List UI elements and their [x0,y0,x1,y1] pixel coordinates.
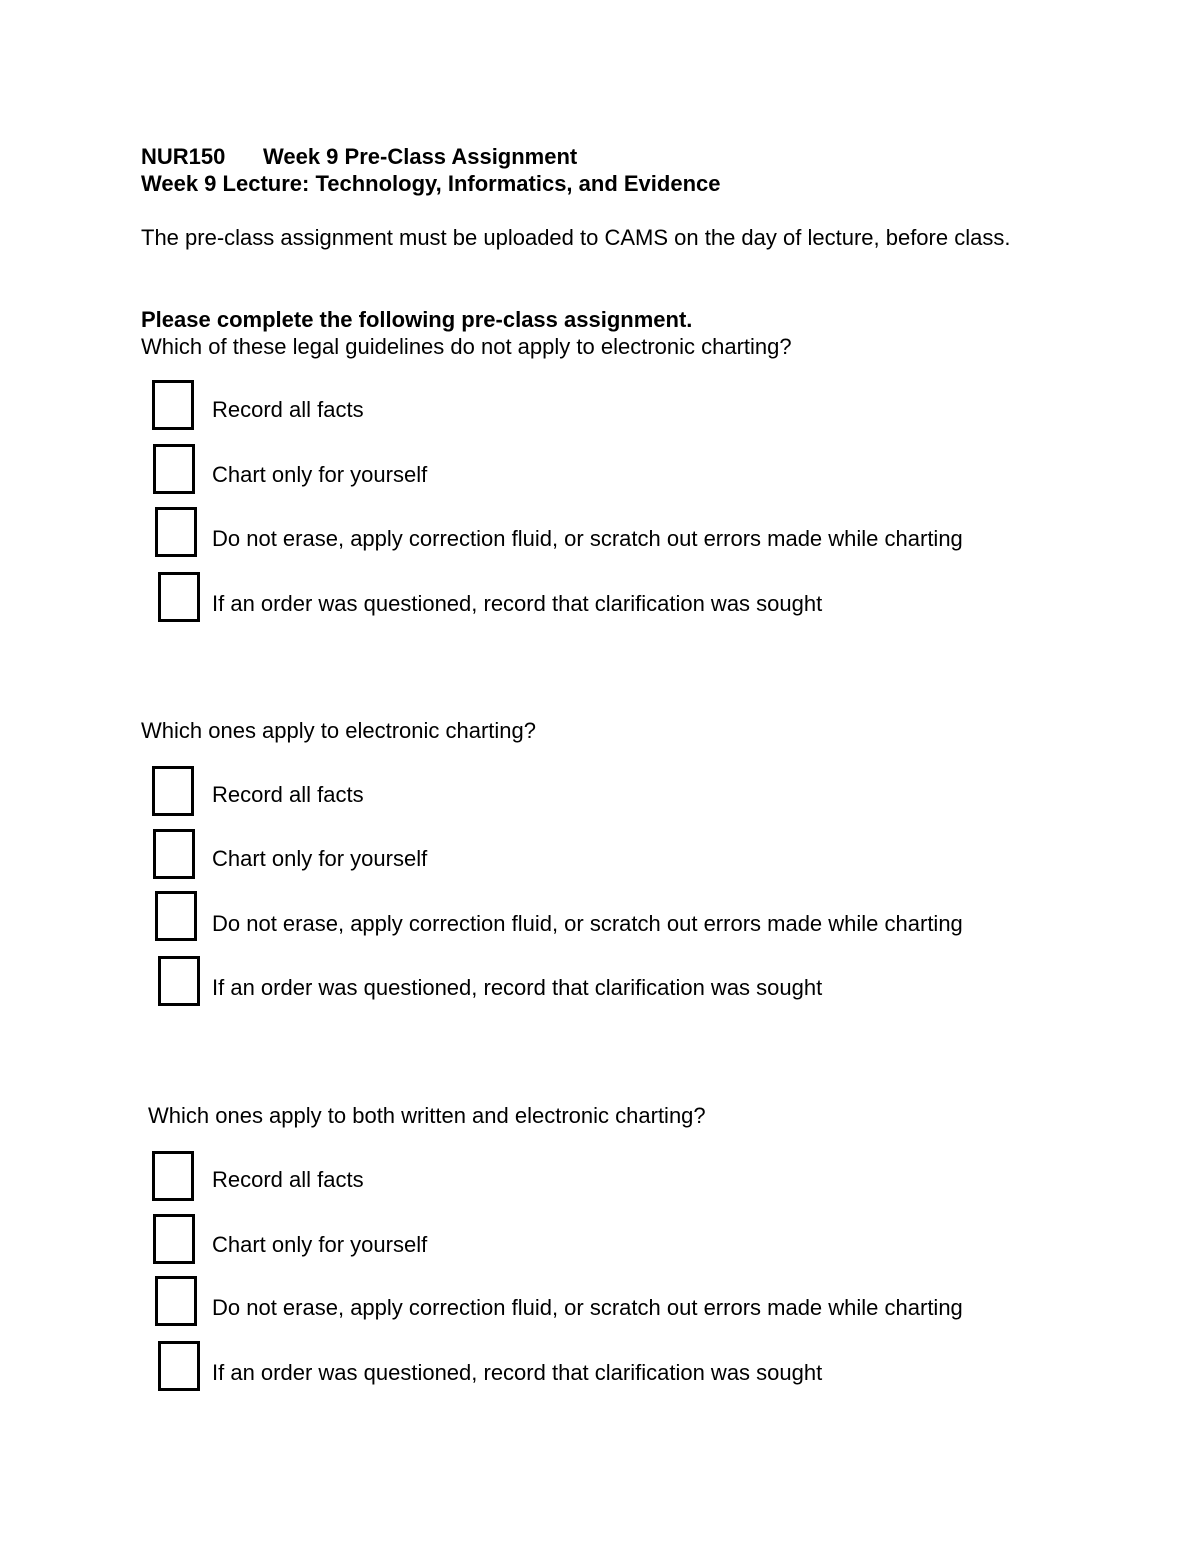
question-3-text: Which ones apply to both written and electronic charting? [148,1103,706,1128]
q3-option-2-label: Chart only for yourself [212,1232,428,1257]
q2-option-1-label: Record all facts [212,782,364,807]
q1-option-3-checkbox[interactable] [155,507,197,557]
course-code: NUR150 [141,144,226,169]
instructions-text: The pre-class assignment must be uploaded to CAMS on the day of lecture, before class. [141,225,1011,250]
q2-option-2-label: Chart only for yourself [212,846,428,871]
q1-option-4-label: If an order was questioned, record that clarification was sought [212,591,823,616]
q1-option-4-checkbox[interactable] [158,572,200,622]
lecture-title: Week 9 Lecture: Technology, Informatics, and Evidence [141,171,721,196]
q2-option-3-label: Do not erase, apply correction fluid, or scratch out errors made while charting [212,911,963,936]
q1-option-2-label: Chart only for yourself [212,462,428,487]
q3-option-2-checkbox[interactable] [153,1214,195,1264]
q2-option-4-label: If an order was questioned, record that clarification was sought [212,975,823,1000]
q3-option-4-label: If an order was questioned, record that clarification was sought [212,1360,823,1385]
q3-option-3-label: Do not erase, apply correction fluid, or scratch out errors made while charting [212,1295,963,1320]
assignment-prompt: Please complete the following pre-class assignment. [141,307,693,332]
q2-option-4-checkbox[interactable] [158,956,200,1006]
assignment-title: Week 9 Pre-Class Assignment [263,144,578,169]
q1-option-3-label: Do not erase, apply correction fluid, or scratch out errors made while charting [212,526,963,551]
question-2-text: Which ones apply to electronic charting? [141,718,536,743]
q1-option-2-checkbox[interactable] [153,444,195,494]
q2-option-3-checkbox[interactable] [155,891,197,941]
q1-option-1-checkbox[interactable] [152,380,194,430]
q1-option-1-label: Record all facts [212,397,364,422]
q3-option-1-checkbox[interactable] [152,1151,194,1201]
q3-option-4-checkbox[interactable] [158,1341,200,1391]
q2-option-1-checkbox[interactable] [152,766,194,816]
course-heading [141,143,577,170]
q3-option-1-label: Record all facts [212,1167,364,1192]
q3-option-3-checkbox[interactable] [155,1276,197,1326]
question-1-text: Which of these legal guidelines do not apply to electronic charting? [141,334,792,359]
q2-option-2-checkbox[interactable] [153,829,195,879]
